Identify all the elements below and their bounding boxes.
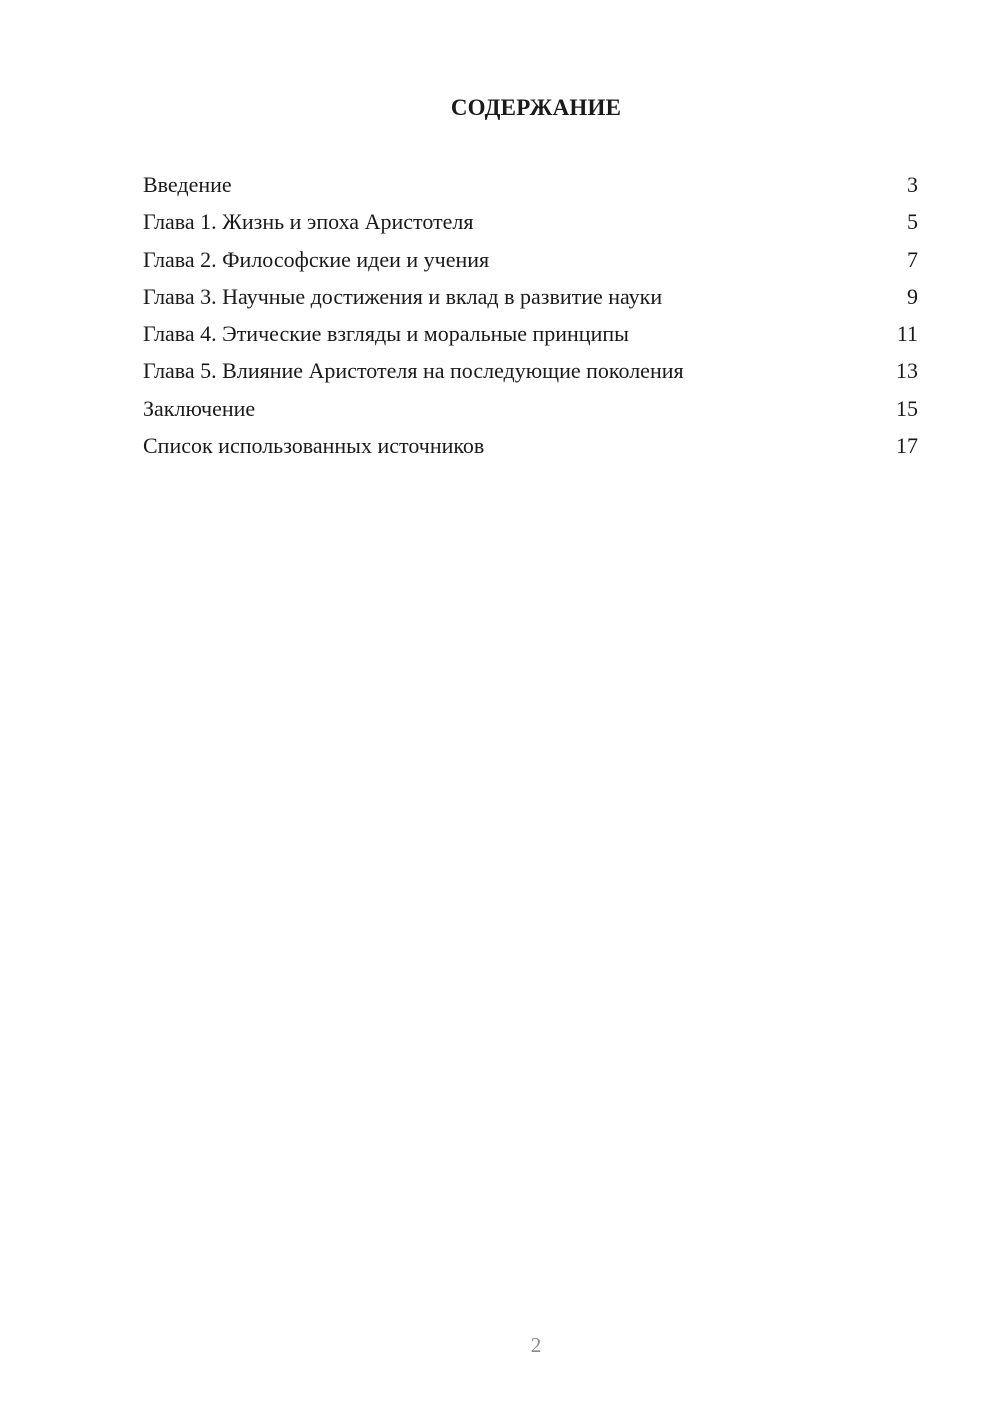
toc-entry-label: Глава 4. Этические взгляды и моральные принципы: [143, 321, 629, 347]
toc-entry-page: 13: [896, 358, 918, 384]
toc-entry-page: 15: [896, 395, 918, 421]
table-of-contents: [143, 170, 918, 468]
toc-entry-references: [143, 431, 918, 468]
toc-entry-page: 3: [907, 172, 918, 197]
toc-title: СОДЕРЖАНИЕ: [450, 95, 622, 120]
toc-entry-label: Глава 5. Влияние Аристотеля на последующие поколения: [143, 358, 684, 384]
toc-entry-conclusion: [143, 394, 918, 431]
toc-entry-chapter-5: [143, 356, 918, 393]
toc-entry-label: Глава 1. Жизнь и эпоха Аристотеля: [143, 209, 474, 235]
toc-entry-introduction: [143, 170, 918, 207]
toc-entry-page: 9: [907, 283, 918, 309]
toc-entry-label: Список использованных источников: [143, 433, 485, 459]
toc-entry-chapter-3: [143, 282, 918, 319]
toc-entry-page: 5: [907, 209, 918, 235]
toc-entry-chapter-4: [143, 319, 918, 356]
toc-entry-chapter-2: [143, 245, 918, 282]
toc-entry-label: Глава 2. Философские идеи и учения: [143, 246, 490, 272]
toc-entry-page: 17: [896, 433, 918, 459]
toc-entry-page: 11: [896, 321, 918, 347]
toc-entry-label: Введение: [143, 172, 232, 197]
page-number: 2: [530, 1333, 542, 1357]
toc-entry-label: Заключение: [143, 395, 256, 421]
toc-entry-label: Глава 3. Научные достижения и вклад в развитие науки: [143, 283, 663, 309]
toc-entry-chapter-1: [143, 207, 918, 244]
toc-entry-page: 7: [907, 246, 918, 272]
